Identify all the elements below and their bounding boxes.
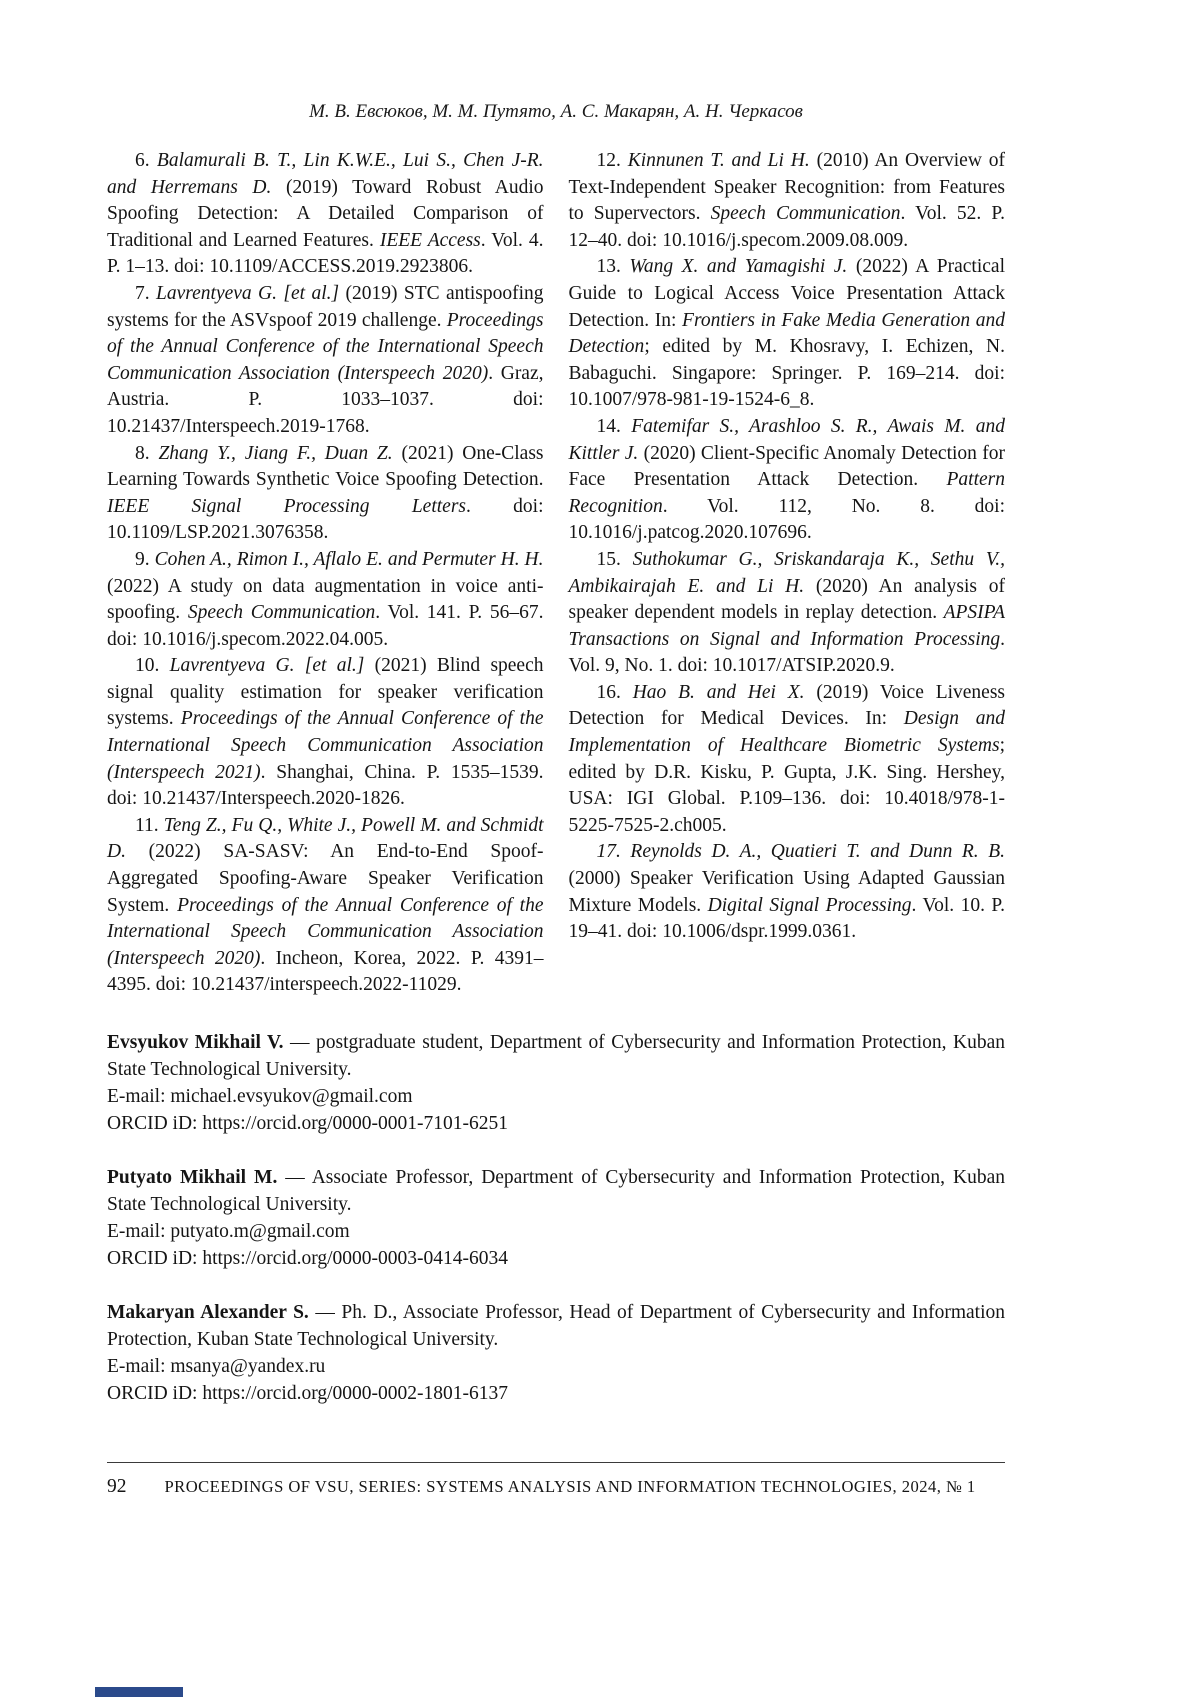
author-block: [107, 1029, 1005, 1137]
reference-text-segment: . Vol. 4. P. 1–13. doi: 10.1109/ACCESS.2019.2923806.: [107, 229, 544, 278]
author-affiliation: — Ph. D., Associate Professor, Head of Department of Cybersecurity and Information Protection, Kuban State Technological University.: [107, 1302, 1005, 1350]
reference-text-segment: . Graz, Austria. P. 1033–1037. doi: 10.21437/Interspeech.2019-1768.: [107, 362, 544, 437]
reference-italic-segment: Wang X. and Yamagishi J.: [629, 256, 848, 278]
reference-item: [569, 148, 1006, 254]
reference-italic-segment: IEEE Access: [379, 229, 481, 251]
reference-text-segment: . Vol. 112, No. 8. doi: 10.1016/j.patcog.2020.107696.: [568, 495, 1005, 544]
author-name: Makaryan Alexander S.: [107, 1302, 309, 1323]
author-affiliation: — Associate Professor, Department of Cybersecurity and Information Protection, Kuban State Technological University.: [107, 1167, 1006, 1215]
reference-italic-segment: Speech Communication: [710, 203, 901, 225]
reference-text-segment: 9.: [135, 548, 155, 570]
reference-text-segment: . doi: 10.1109/LSP.2021.3076358.: [107, 495, 544, 544]
page-number: 92: [107, 1476, 127, 1497]
reference-italic-segment: Suthokumar G., Sriskandaraja K., Sethu V., Ambikairajah E. and Li H.: [568, 548, 1005, 597]
reference-item: [107, 441, 544, 547]
reference-text-segment: 13.: [596, 256, 630, 278]
reference-italic-segment: Fatemifar S., Arashloo S. R., Awais M. and Kittler J.: [568, 415, 1006, 464]
reference-text-segment: (2021) One-Class Learning Towards Synthetic Voice Spoofing Detection.: [107, 442, 544, 491]
bottom-blue-strip: [95, 1687, 183, 1697]
reference-text-segment: . Vol. 52. P. 12–40. doi: 10.1016/j.specom.2009.08.009.: [568, 203, 1005, 251]
author-block: [107, 1299, 1005, 1407]
reference-item: [569, 547, 1006, 680]
reference-italic-segment: APSIPA Transactions on Signal and Information Processing: [568, 602, 1005, 650]
reference-italic-segment: Proceedings of the Annual Conference of the International Speech Communication Association (Interspeech 2020): [107, 894, 544, 969]
reference-text-segment: 14.: [596, 415, 632, 437]
reference-italic-segment: Speech Communication: [187, 602, 376, 624]
reference-text-segment: (2022) A Practical Guide to Logical Access Voice Presentation Attack Detection. In:: [568, 256, 1005, 331]
reference-italic-segment: Digital Signal Processing: [707, 894, 912, 916]
reference-italic-segment: Lavrentyeva G. [et al.]: [169, 655, 365, 677]
references-left-column: [107, 148, 544, 999]
reference-italic-segment: Proceedings of the Annual Conference of the International Speech Communication Association (Interspeech 2020): [107, 309, 544, 384]
authors-section: [107, 1029, 1005, 1407]
reference-text-segment: 12.: [596, 150, 628, 171]
reference-text-segment: 7.: [135, 282, 157, 304]
author-description: [107, 1299, 1005, 1353]
author-affiliation: — postgraduate student, Department of Cybersecurity and Information Protection, Kuban State Technological University.: [107, 1032, 1005, 1080]
reference-text-segment: (2020) Client-Specific Anomaly Detection for Face Presentation Attack Detection.: [568, 442, 1005, 491]
reference-item: [107, 148, 544, 281]
reference-text-segment: (2021) Blind speech signal quality estimation for speaker verification systems.: [107, 655, 544, 730]
reference-italic-segment: Pattern Recognition: [568, 469, 1005, 517]
reference-italic-segment: Kinnunen T. and Li H.: [627, 150, 810, 171]
reference-item: [569, 680, 1006, 840]
reference-text-segment: . Incheon, Korea, 2022. P. 4391–4395. doi: 10.21437/interspeech.2022-11029.: [107, 947, 544, 996]
references-section: [107, 148, 1005, 999]
reference-text-segment: (2019) STC antispoofing systems for the ASVspoof 2019 challenge.: [107, 282, 544, 331]
page-footer: [107, 1462, 1005, 1498]
author-orcid: ORCID iD: https://orcid.org/0000-0001-7101-6251: [107, 1113, 508, 1134]
reference-italic-segment: Teng Z., Fu Q., White J., Powell M. and Schmidt D.: [107, 814, 544, 863]
reference-text-segment: (2022) SA-SASV: An End-to-End Spoof-Aggregated Spoofing-Aware Speaker Verification System.: [107, 841, 544, 916]
reference-item: [107, 653, 544, 813]
reference-text-segment: (2022) A study on data augmentation in voice anti-spoofing.: [107, 575, 544, 624]
reference-text-segment: ; edited by D.R. Kisku, P. Gupta, J.K. Sing. Hershey, USA: IGI Global. P.109–136. doi: 10.4018/978-1-5225-7525-2.ch005.: [568, 735, 1005, 836]
reference-text-segment: (2010) An Overview of Text-Independent Speaker Recognition: from Features to Supervectors.: [568, 150, 1006, 225]
author-orcid: ORCID iD: https://orcid.org/0000-0002-1801-6137: [107, 1383, 508, 1404]
reference-item: [107, 547, 544, 653]
reference-italic-segment: Lavrentyeva G. [et al.]: [156, 282, 340, 304]
author-orcid: ORCID iD: https://orcid.org/0000-0003-0414-6034: [107, 1248, 508, 1269]
reference-item: [107, 281, 544, 441]
references-right-column: [569, 148, 1006, 999]
author-email: E-mail: putyato.m@gmail.com: [107, 1221, 350, 1242]
reference-text-segment: . Vol. 141. P. 56–67. doi: 10.1016/j.specom.2022.04.005.: [107, 602, 544, 650]
reference-italic-segment: IEEE Signal Processing Letters: [107, 495, 466, 517]
reference-text-segment: ; edited by M. Khosravy, I. Echizen, N. Babaguchi. Singapore: Springer. P. 169–214. doi: 10.1007/978-981-19-1524-6_8.: [568, 336, 1005, 411]
reference-text-segment: 15.: [596, 548, 633, 570]
reference-text-segment: (2000) Speaker Verification Using Adapted Gaussian Mixture Models.: [568, 868, 1005, 916]
running-head: М. В. Евсюков, М. М. Путято, А. С. Макарян, А. Н. Черкасов: [309, 101, 803, 122]
reference-text-segment: 6.: [135, 150, 157, 171]
reference-italic-segment: Reynolds D. A., Quatieri T. and Dunn R. B.: [630, 841, 1005, 863]
reference-text-segment: 11.: [135, 814, 164, 836]
author-description: [107, 1164, 1005, 1218]
reference-item: [569, 414, 1006, 547]
reference-text-segment: 10.: [135, 655, 170, 677]
reference-text-segment: . Vol. 9, No. 1. doi: 10.1017/ATSIP.2020.9.: [568, 628, 1005, 677]
reference-italic-segment: Cohen A., Rimon I., Aflalo E. and Permuter H. H.: [154, 548, 544, 570]
reference-text-segment: . Shanghai, China. P. 1535–1539. doi: 10.21437/Interspeech.2020-1826.: [107, 761, 544, 810]
reference-italic-segment: Proceedings of the Annual Conference of the International Speech Communication Association (Interspeech 2021): [107, 708, 544, 783]
reference-text-segment: 16.: [596, 681, 633, 703]
author-block: [107, 1164, 1005, 1272]
author-email: E-mail: michael.evsyukov@gmail.com: [107, 1086, 413, 1107]
reference-text-segment: (2019) Toward Robust Audio Spoofing Detection: A Detailed Comparison of Traditional and Learned Features.: [107, 176, 544, 251]
reference-italic-segment: Frontiers in Fake Media Generation and Detection: [568, 309, 1006, 358]
author-name: Putyato Mikhail M.: [107, 1167, 278, 1188]
reference-item: [569, 254, 1006, 414]
reference-italic-segment: Design and Implementation of Healthcare Biometric Systems: [568, 708, 1005, 757]
reference-text-segment: 8.: [135, 442, 159, 464]
reference-text-segment: (2020) An analysis of speaker dependent models in replay detection.: [568, 575, 1005, 624]
reference-item: [107, 813, 544, 999]
reference-italic-segment: Hao B. and Hei X.: [632, 681, 805, 703]
reference-text-segment: (2019) Voice Liveness Detection for Medical Devices. In:: [568, 681, 1006, 730]
author-name: Evsyukov Mikhail V.: [107, 1032, 284, 1053]
reference-text-segment: . Vol. 10. P. 19–41. doi: 10.1006/dspr.1999.0361.: [568, 894, 1005, 943]
author-description: [107, 1029, 1005, 1083]
reference-italic-segment: Balamurali B. T., Lin K.W.E., Lui S., Chen J-R. and Herremans D.: [107, 150, 544, 198]
author-email: E-mail: msanya@yandex.ru: [107, 1356, 326, 1377]
reference-item: [569, 839, 1006, 945]
reference-italic-segment: 17.: [596, 841, 631, 863]
journal-title: PROCEEDINGS OF VSU, SERIES: SYSTEMS ANALYSIS AND INFORMATION TECHNOLOGIES, 2024, № 1: [164, 1477, 976, 1496]
reference-italic-segment: Zhang Y., Jiang F., Duan Z.: [158, 442, 393, 464]
